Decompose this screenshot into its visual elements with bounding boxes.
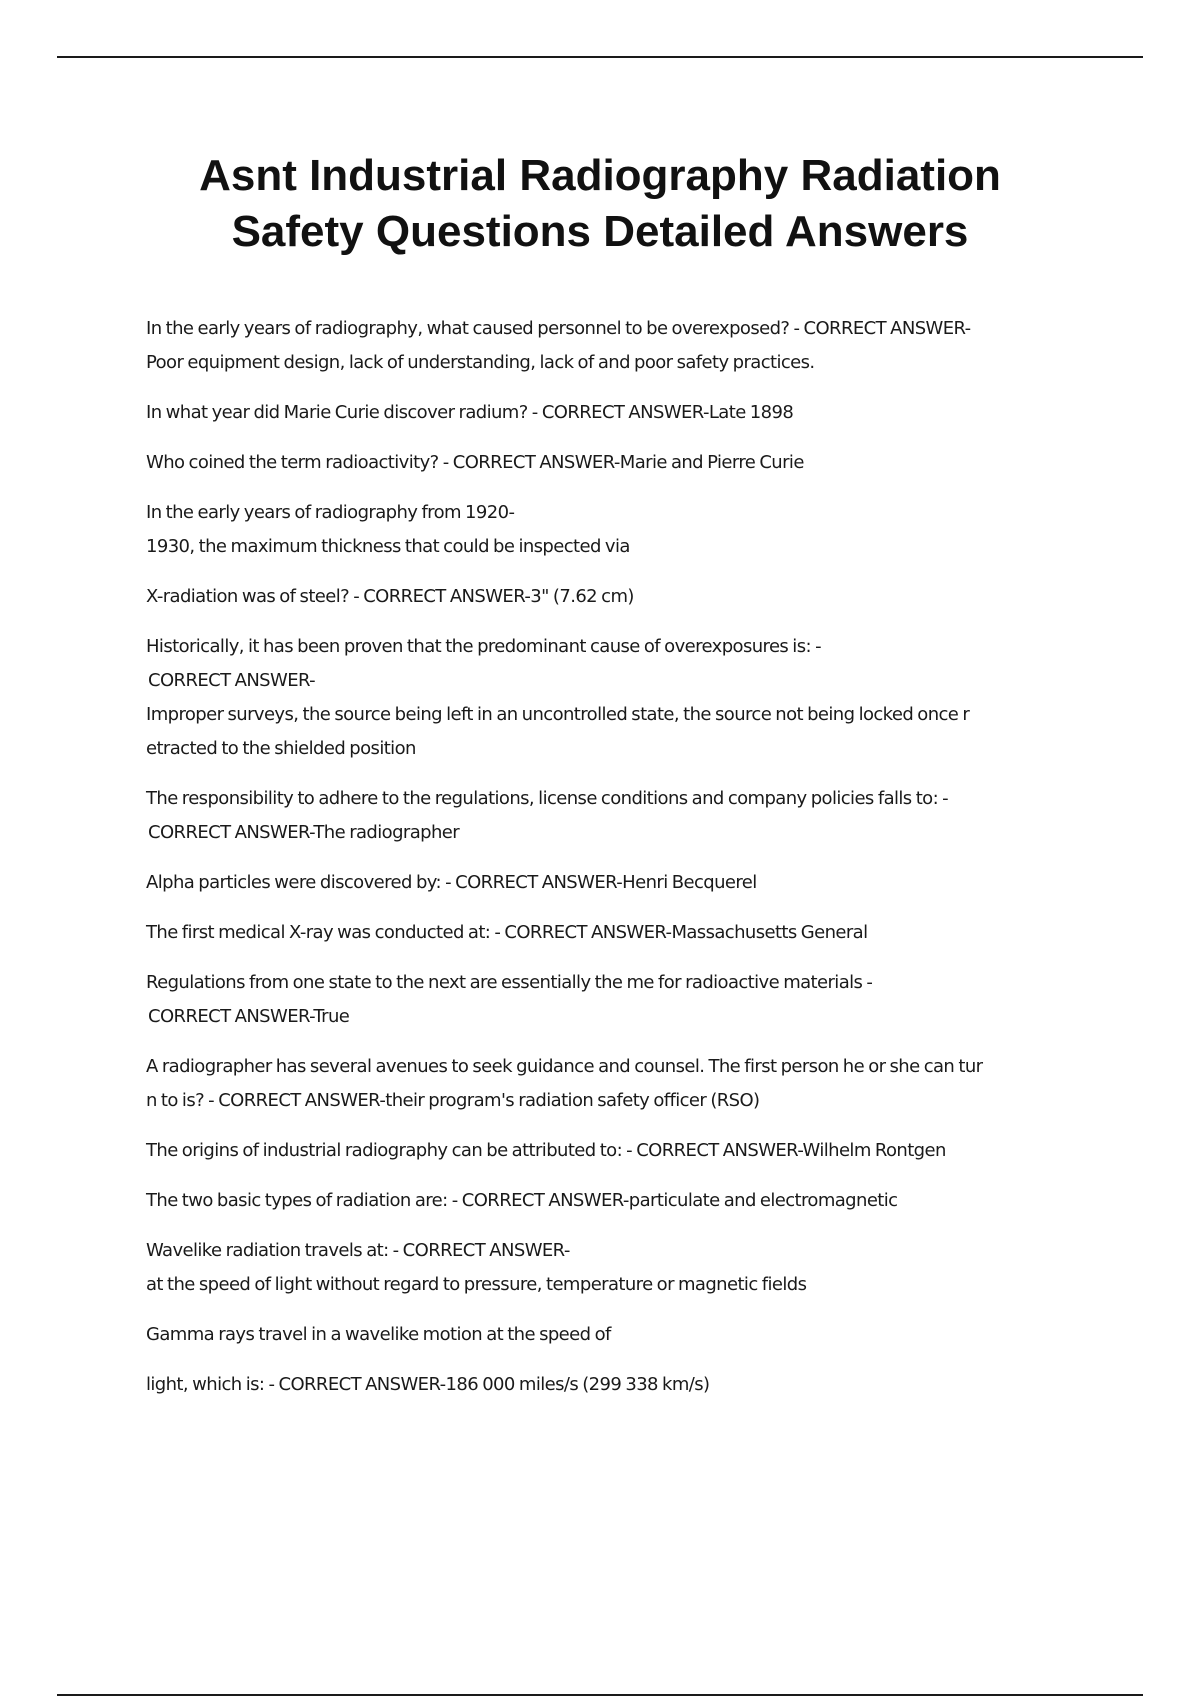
qa-entry-8 — [146, 866, 1086, 900]
qa-entry-2 — [146, 396, 1086, 430]
qa-line: The two basic types of radiation are: - CORRECT ANSWER-particulate and electromagnetic — [146, 1190, 898, 1211]
qa-line: X-radiation was of steel? - CORRECT ANSWER-3" (7.62 cm) — [146, 586, 634, 607]
qa-entry-3 — [146, 446, 1086, 480]
qa-entry-14 — [146, 1234, 1086, 1302]
qa-line: Who coined the term radioactivity? - CORRECT ANSWER-Marie and Pierre Curie — [146, 452, 804, 473]
qa-entry-15 — [146, 1318, 1086, 1352]
qa-line: Alpha particles were discovered by: - CORRECT ANSWER-Henri Becquerel — [146, 872, 757, 893]
qa-line: n to is? - CORRECT ANSWER-their program's radiation safety officer (RSO) — [146, 1090, 760, 1111]
qa-line: A radiographer has several avenues to seek guidance and counsel. The first person he or she can tur — [146, 1056, 983, 1077]
qa-entry-7 — [146, 782, 1086, 850]
qa-entry-4 — [146, 496, 1086, 564]
qa-line: In the early years of radiography, what caused personnel to be overexposed? - CORRECT ANSWER- — [146, 318, 971, 339]
qa-line: The origins of industrial radiography can be attributed to: - CORRECT ANSWER-Wilhelm Rontgen — [146, 1140, 946, 1161]
qa-line: Historically, it has been proven that the predominant cause of overexposures is: - — [146, 636, 821, 657]
top-divider — [57, 56, 1143, 58]
qa-line: The first medical X-ray was conducted at: - CORRECT ANSWER-Massachusetts General — [146, 922, 868, 943]
qa-entry-10 — [146, 966, 1086, 1034]
qa-line: CORRECT ANSWER-The radiographer — [148, 822, 460, 843]
qa-entry-11 — [146, 1050, 1086, 1118]
qa-line: 1930, the maximum thickness that could be inspected via — [146, 536, 630, 557]
qa-line: Poor equipment design, lack of understanding, lack of and poor safety practices. — [146, 352, 815, 373]
bottom-divider — [57, 1694, 1143, 1696]
qa-list — [146, 312, 1086, 1418]
document-title — [100, 148, 1100, 260]
qa-line: The responsibility to adhere to the regulations, license conditions and company policies falls to: - — [146, 788, 949, 809]
qa-line: etracted to the shielded position — [146, 738, 416, 759]
qa-line: In the early years of radiography from 1920- — [146, 502, 515, 523]
qa-line: light, which is: - CORRECT ANSWER-186 000 miles/s (299 338 km/s) — [146, 1374, 710, 1395]
qa-line: Wavelike radiation travels at: - CORRECT ANSWER- — [146, 1240, 570, 1261]
title-line-2: Safety Questions Detailed Answers — [231, 207, 969, 256]
qa-line: Regulations from one state to the next are essentially the me for radioactive materials - — [146, 972, 873, 993]
qa-entry-13 — [146, 1184, 1086, 1218]
qa-entry-9 — [146, 916, 1086, 950]
qa-line: Gamma rays travel in a wavelike motion at the speed of — [146, 1324, 611, 1345]
qa-entry-1 — [146, 312, 1086, 380]
qa-entry-5 — [146, 580, 1086, 614]
qa-line: Improper surveys, the source being left in an uncontrolled state, the source not being locked once r — [146, 704, 970, 725]
title-line-1: Asnt Industrial Radiography Radiation — [199, 151, 1001, 200]
qa-line: CORRECT ANSWER-True — [148, 1006, 350, 1027]
qa-line: In what year did Marie Curie discover radium? - CORRECT ANSWER-Late 1898 — [146, 402, 794, 423]
qa-line: at the speed of light without regard to pressure, temperature or magnetic fields — [146, 1274, 807, 1295]
qa-entry-12 — [146, 1134, 1086, 1168]
qa-entry-6 — [146, 630, 1086, 766]
qa-line: CORRECT ANSWER- — [148, 670, 316, 691]
qa-entry-16 — [146, 1368, 1086, 1402]
